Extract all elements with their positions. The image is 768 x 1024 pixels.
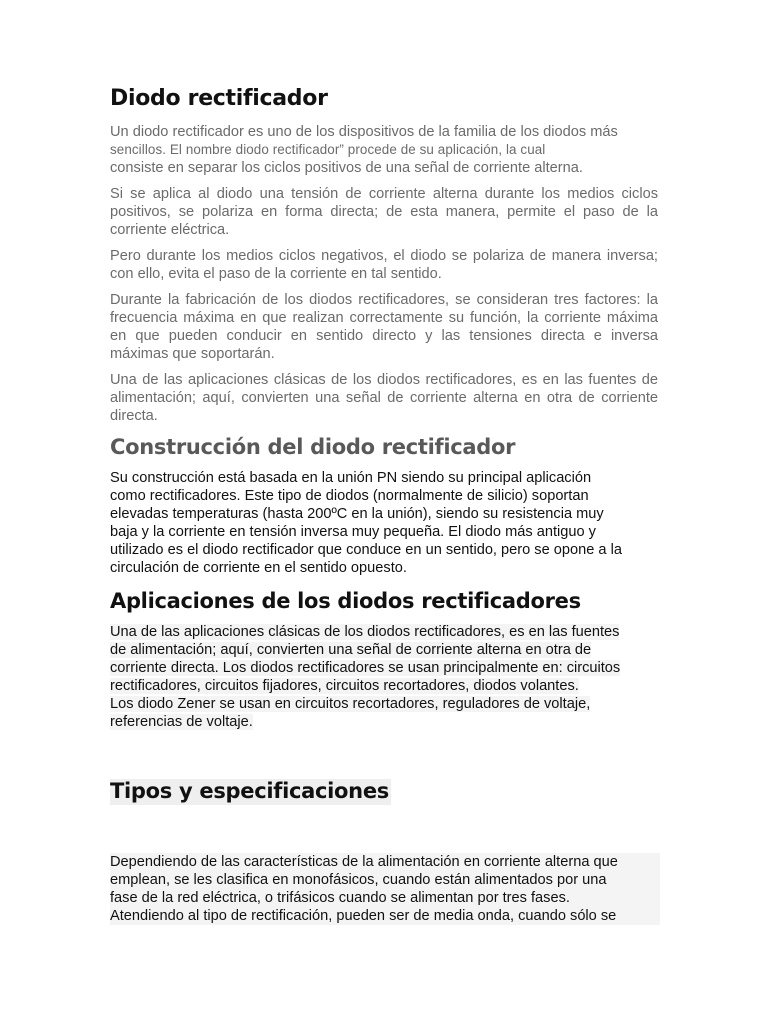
spacer <box>110 739 658 779</box>
page-title: Diodo rectificador <box>110 86 328 111</box>
aplicaciones-paragraph <box>110 623 658 731</box>
tipos-line-1: Dependiendo de las características de la alimentación en corriente alterna que <box>110 854 618 870</box>
tipos-paragraph <box>110 853 660 925</box>
paragraph-fabricacion: Durante la fabricación de los diodos rectificadores, se consideran tres factores: la frecuencia máxima en que realizan correctamente su función, la corriente máxima en que pueden conducir en sentido directo y las tensiones directa e inversa máximas que soportarán. <box>110 292 658 362</box>
construccion-line-1: Su construcción está basada en la unión PN siendo su principal aplicación <box>110 470 592 486</box>
intro-line-1: Un diodo rectificador es uno de los dispositivos de la familia de los diodos más <box>110 124 618 140</box>
tipos-line-2: emplean, se les clasifica en monofásicos, cuando están alimentados por una <box>110 872 607 888</box>
aplicaciones-line-2: de alimentación; aquí, convierten una señal de corriente alterna en otra de <box>110 642 592 658</box>
tipos-heading-text: Tipos y especificaciones <box>110 779 389 803</box>
section-heading-construccion: Construcción del diodo rectificador <box>110 435 516 459</box>
tipos-line-3: fase de la red eléctrica, o trifásicos cuando se alimentan por tres fases. <box>110 890 570 906</box>
spacer <box>110 815 658 853</box>
construccion-line-5: utilizado es el diodo rectificador que conduce en un sentido, pero se opone a la <box>110 542 622 558</box>
section-heading-tipos <box>110 779 658 805</box>
section-heading-aplicaciones: Aplicaciones de los diodos rectificadores <box>110 589 581 613</box>
aplicaciones-line-5: Los diodo Zener se usan en circuitos recortadores, reguladores de voltaje, <box>110 696 591 712</box>
aplicaciones-line-4: rectificadores, circuitos fijadores, circuitos recortadores, diodos volantes. <box>110 678 579 694</box>
construccion-line-6: circulación de corriente en el sentido opuesto. <box>110 560 407 576</box>
aplicaciones-line-3: corriente directa. Los diodos rectificadores se usan principalmente en: circuitos <box>110 660 621 676</box>
paragraph-aplicacion-fuentes: Una de las aplicaciones clásicas de los diodos rectificadores, es en las fuentes de alimentación; aquí, convierten una señal de corriente alterna en otra de corriente directa. <box>110 372 658 424</box>
construccion-line-2: como rectificadores. Este tipo de diodos (normalmente de silicio) soportan <box>110 488 589 504</box>
intro-paragraph <box>110 123 658 177</box>
aplicaciones-line-1: Una de las aplicaciones clásicas de los diodos rectificadores, es en las fuentes <box>110 624 620 640</box>
paragraph-polarizacion-directa: Si se aplica al diodo una tensión de corriente alterna durante los medios ciclos positivos, se polariza en forma directa; de esta manera, permite el paso de la corriente eléctrica. <box>110 186 658 238</box>
document-page <box>110 86 658 933</box>
construccion-line-4: baja y la corriente en tensión inversa muy pequeña. El diodo más antiguo y <box>110 524 596 540</box>
construccion-paragraph <box>110 469 658 577</box>
intro-line-2: sencillos. El nombre diodo rectificador” procede de su aplicación, la cual <box>110 142 546 157</box>
tipos-line-4: Atendiendo al tipo de rectificación, pueden ser de media onda, cuando sólo se <box>110 908 617 924</box>
construccion-line-3: elevadas temperaturas (hasta 200ºC en la unión), siendo su resistencia muy <box>110 506 604 522</box>
aplicaciones-line-6: referencias de voltaje. <box>110 714 253 730</box>
intro-line-3: consiste en separar los ciclos positivos de una señal de corriente alterna. <box>110 160 583 176</box>
paragraph-polarizacion-inversa: Pero durante los medios ciclos negativos, el diodo se polariza de manera inversa; con ello, evita el paso de la corriente en tal sentido. <box>110 248 658 282</box>
